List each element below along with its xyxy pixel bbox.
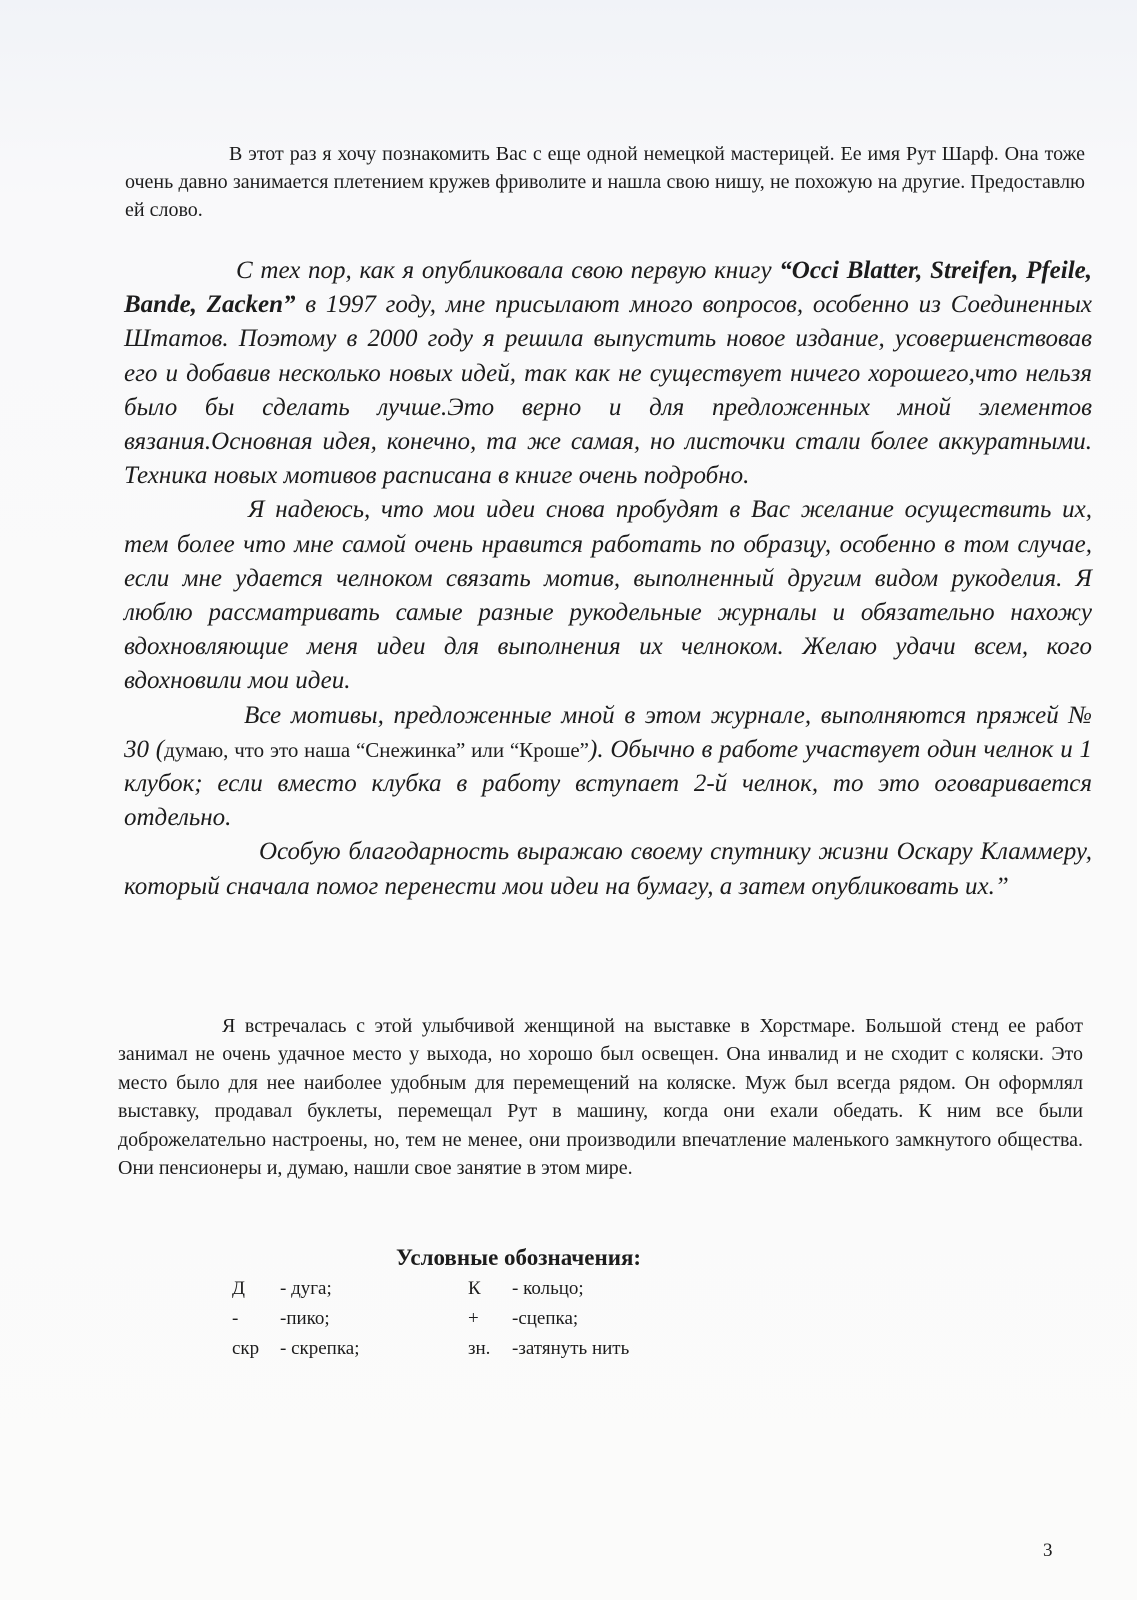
quote-p4: Особую благодарность выражаю своему спутнику жизни Оскару Кламмеру, который сначала помог перенести мои идеи на бумагу, а затем опубликовать их.” [124,838,1092,900]
book-title: “Occi Blatter, Streifen, Pfeile, Bande, Zacken” [124,257,1093,319]
quote-p1-start: С тех пор, как я опубликовала свою первую книгу [236,257,780,284]
legend-title: Условные обозначения: [396,1245,642,1270]
legend-description: -затянуть нить [512,1338,630,1359]
legend-symbol: зн. [468,1338,491,1359]
legend-symbol: К [468,1278,481,1299]
quote-paragraph-4 [124,835,1092,903]
quote-p2: Я надеюсь, что мои идеи снова пробудят в Вас желание осуществить их, тем более что мне самой очень нравится работать по образцу, особенно в том случае, если мне удается челноком связать мотив, выполненный другим видом рукоделия. Я люблю рассматривать самые разные рукодельные журналы и обязательно нахожу вдохновляющие меня идеи для выполнения их челноком. Желаю удачи всем, кого вдохновили мои идеи. [124,496,1092,695]
legend-description: - кольцо; [512,1278,584,1299]
quote-paragraph-3 [124,699,1092,836]
quote-p3-start: Все мотивы, предложенные мной в этом журнале, выполняются пряжей № 30 ( [124,701,1092,763]
quote-paragraph-2 [124,493,1092,698]
legend-description: - дуга; [280,1278,332,1299]
legend-symbol: - [232,1308,239,1329]
legend-symbol: Д [232,1278,245,1299]
quote-paragraph-1 [124,254,1092,493]
legend-description: - скрепка; [280,1338,360,1359]
quote-p1-end: в 1997 году, мне присылают много вопросов, особенно из Соединенных Штатов. Поэтому в 2000 году я решила выпустить новое издание, усовершенствовав его и добавив несколько новых идей, так как не существует ничего хорошего,что нельзя было бы сделать лучше.Это верно и для предложенных мной элементов вязания.Основная идея, конечно, та же самая, но листочки стали более аккуратными. Техника новых мотивов расписана в книге очень подробно. [124,291,1092,490]
outro-paragraph [118,1012,1083,1182]
translator-note: думаю, что это наша “Снежинка” или “Кроше” [164,737,590,762]
legend-symbol: скр [232,1338,260,1359]
quote-p3-end: ). Обычно в работе участвует один челнок и 1 клубок; если вместо клубка в работу вступает 2-й челнок, то это оговаривается отдельно. [124,735,1092,832]
outro-text: Я встречалась с этой улыбчивой женщиной на выставке в Хорстмаре. Большой стенд ее работ занимал не очень удачное место у выхода, но хорошо был освещен. Она инвалид и не сходит с коляски. Это место было для нее наиболее удобным для перемещений на коляске. Муж был всегда рядом. Он оформлял выставку, продавал буклеты, перемещал Рут в машину, когда они ехали обедать. К ним все были доброжелательно настроены, но, тем не менее, они производили впечатление маленького замкнутого общества. Они пенсионеры и, думаю, нашли свое занятие в этом мире. [118,1015,1083,1180]
legend-description: -пико; [280,1308,330,1329]
legend-description: -сцепка; [512,1308,579,1329]
legend-symbol: + [468,1308,479,1329]
intro-paragraph [125,140,1085,224]
intro-text: В этот раз я хочу познакомить Вас с еще одной немецкой мастерицей. Ее имя Рут Шарф. Она тоже очень давно занимается плетением кружев фриволите и нашла свою нишу, не похожую на другие. Предоставлю ей слово. [125,143,1085,221]
quote-block [124,254,1092,904]
page-number: 3 [1043,1540,1053,1561]
